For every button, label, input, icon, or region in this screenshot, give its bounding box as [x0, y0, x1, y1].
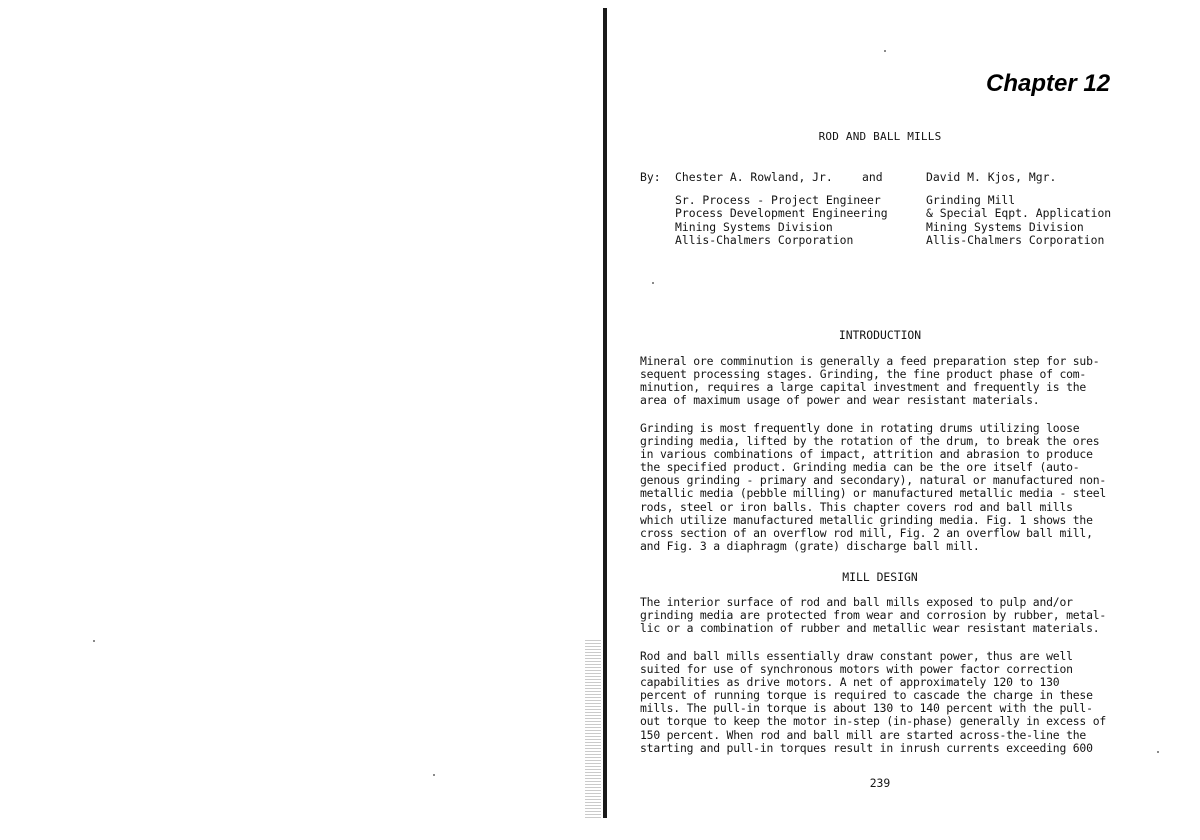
author1-line: Allis-Chalmers Corporation [675, 233, 854, 247]
text-line: minution, requires a large capital investment and frequently is the [640, 380, 1087, 395]
text-line: starting and pull-in torques result in inrush currents exceeding 600 [640, 740, 1093, 755]
text-line: metallic media (pebble milling) or manufactured metallic media - steel [640, 486, 1107, 501]
paragraph-mill-design-1 [640, 596, 1160, 635]
text-line: grinding media are protected from wear and corrosion by rubber, metal- [640, 608, 1107, 623]
text-line: lic or a combination of rubber and metallic wear resistant materials. [640, 621, 1100, 636]
author2-block [926, 171, 1146, 248]
author2-line: & Special Eqpt. Application [926, 206, 1112, 220]
paragraph-mill-design-2 [640, 650, 1160, 755]
section-heading-introduction: INTRODUCTION [838, 328, 922, 342]
text-line: suited for use of synchronous motors with power factor correction [640, 662, 1073, 677]
author1-name: Chester A. Rowland, Jr. [675, 170, 833, 184]
text-line: genous grinding - primary and secondary), natural or manufactured non- [640, 473, 1107, 488]
author1-line: Process Development Engineering [675, 206, 888, 220]
author2-line: Grinding Mill [926, 192, 1016, 207]
text-line: area of maximum usage of power and wear resistant materials. [640, 393, 1040, 408]
byline-and: and [862, 170, 883, 184]
text-line: in various combinations of impact, attrition and abrasion to produce [640, 447, 1093, 462]
page-number: 239 [869, 776, 891, 790]
text-line: capabilities as drive motors. A net of approximately 120 to 130 [640, 675, 1060, 690]
author1-line: Sr. Process - Project Engineer [675, 192, 881, 207]
chapter-heading: Chapter 12 [986, 70, 1111, 97]
text-line: out torque to keep the motor in-step (in-phase) generally in excess of [640, 714, 1107, 729]
section-heading-mill-design: MILL DESIGN [842, 570, 918, 584]
text-line: percent of running torque is required to cascade the charge in these [640, 688, 1093, 703]
author2-line: Mining Systems Division [926, 219, 1084, 234]
text-line: Mineral ore comminution is generally a feed preparation step for sub- [640, 354, 1100, 368]
text-line: grinding media, lifted by the rotation of the drum, to break the ores [640, 434, 1100, 449]
text-line: Grinding is most frequently done in rotating drums utilizing loose [640, 421, 1080, 435]
text-line: mills. The pull-in torque is about 130 to 140 percent with the pull- [640, 701, 1093, 716]
scan-speck [433, 774, 435, 776]
text-line: 150 percent. When rod and ball mill are started across-the-line the [640, 727, 1087, 742]
text-line: Rod and ball mills essentially draw constant power, thus are well [640, 649, 1073, 663]
scan-speck [93, 640, 95, 642]
text-line: cross section of an overflow rod mill, Fig. 2 an overflow ball mill, [640, 525, 1093, 540]
scan-speck [652, 282, 654, 284]
text-line: which utilize manufactured metallic grinding media. Fig. 1 shows the [640, 512, 1093, 527]
author1-line: Mining Systems Division [675, 219, 833, 234]
text-line: and Fig. 3 a diaphragm (grate) discharge ball mill. [640, 538, 980, 553]
page-title: ROD AND BALL MILLS [818, 130, 942, 143]
scan-speck [884, 50, 886, 52]
scan-shadow [585, 640, 601, 820]
byline-label: By: [640, 170, 661, 184]
text-line: The interior surface of rod and ball mills exposed to pulp and/or [640, 595, 1073, 609]
paragraph-intro-1 [640, 355, 1160, 407]
author1-block [675, 171, 925, 248]
author2-line: Allis-Chalmers Corporation [926, 233, 1105, 247]
book-gutter-line [603, 8, 607, 818]
paragraph-intro-2 [640, 422, 1160, 553]
text-line: sequent processing stages. Grinding, the fine product phase of com- [640, 367, 1087, 382]
text-line: rods, steel or iron balls. This chapter covers rod and ball mills [640, 499, 1073, 514]
author2-name: David M. Kjos, Mgr. [926, 170, 1057, 184]
text-line: the specified product. Grinding media can be the ore itself (auto- [640, 460, 1080, 475]
